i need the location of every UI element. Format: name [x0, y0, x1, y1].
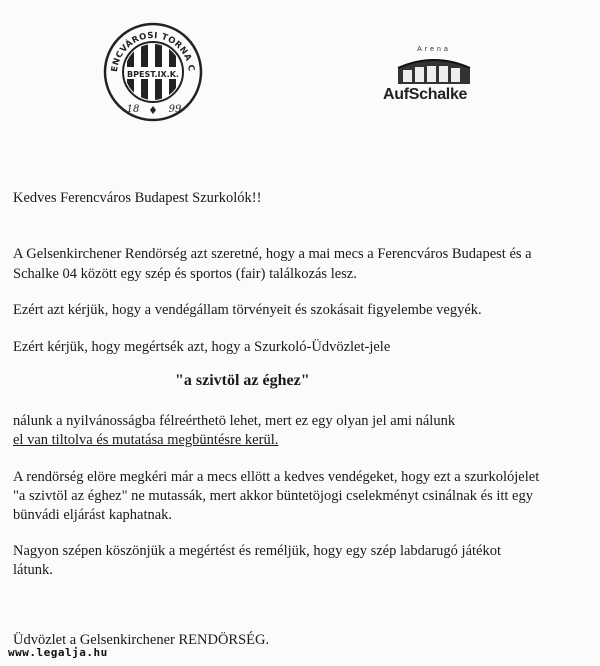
arena-name: AufSchalke	[383, 86, 468, 103]
paragraph-6-line-1: Nagyon szépen köszönjük a megértést és reméljük, hogy egy szép labdarugó játékot	[13, 543, 502, 559]
ftc-crest-icon	[103, 22, 203, 122]
arena-small-text: Arena	[417, 46, 451, 53]
ftc-year-right: 99	[168, 104, 182, 115]
ftc-inner-text: BPEST.IX.K.	[127, 70, 179, 79]
ftc-ring-text: ENCVÁROSI TORNA C	[109, 30, 197, 73]
ftc-year-left: 18	[126, 104, 140, 115]
paragraph-5-line-2: "a szivtöl az éghez" ne mutassák, mert akkor büntetöjogi cselekményt csinálnak és itt egy	[13, 488, 533, 504]
paragraph-3: Ezért kérjük, hogy megértsék azt, hogy a Szurkoló-Üdvözlet-jele	[13, 339, 391, 355]
arena-stadium-icon	[395, 54, 473, 86]
paragraph-4-line-2: el van tiltolva és mutatása megbüntésre kerül.	[13, 432, 279, 448]
arena-aufschalke-logo	[383, 46, 483, 108]
paragraph-1-line-2: Schalke 04 között egy szép és sportos (fair) találkozás lesz.	[13, 266, 357, 282]
paragraph-5-line-3: bünvádi eljárást kaphatnak.	[13, 507, 173, 523]
closing: Üdvözlet a Gelsenkirchener RENDÖRSÉG.	[13, 632, 270, 648]
watermark: www.legalja.hu	[8, 646, 108, 659]
headline-quote: "a szivtöl az éghez"	[175, 372, 310, 389]
paragraph-4-line-1: nálunk a nyilvánosságba félreérthetö lehet, mert ez egy olyan jel ami nálunk	[13, 413, 456, 429]
paragraph-1-line-1: A Gelsenkirchener Rendörség azt szeretné, hogy a mai mecs a Ferencváros Budapest és a	[13, 246, 532, 262]
paragraph-2: Ezért azt kérjük, hogy a vendégállam törvényeit és szokásait figyelembe vegyék.	[13, 302, 482, 318]
salutation: Kedves Ferencváros Budapest Szurkolók!!	[13, 190, 262, 206]
paragraph-6-line-2: látunk.	[13, 562, 53, 578]
paragraph-5-line-1: A rendörség elöre megkéri már a mecs ellött a kedves vendégeket, hogy ezt a szurkolójelet	[13, 469, 540, 485]
